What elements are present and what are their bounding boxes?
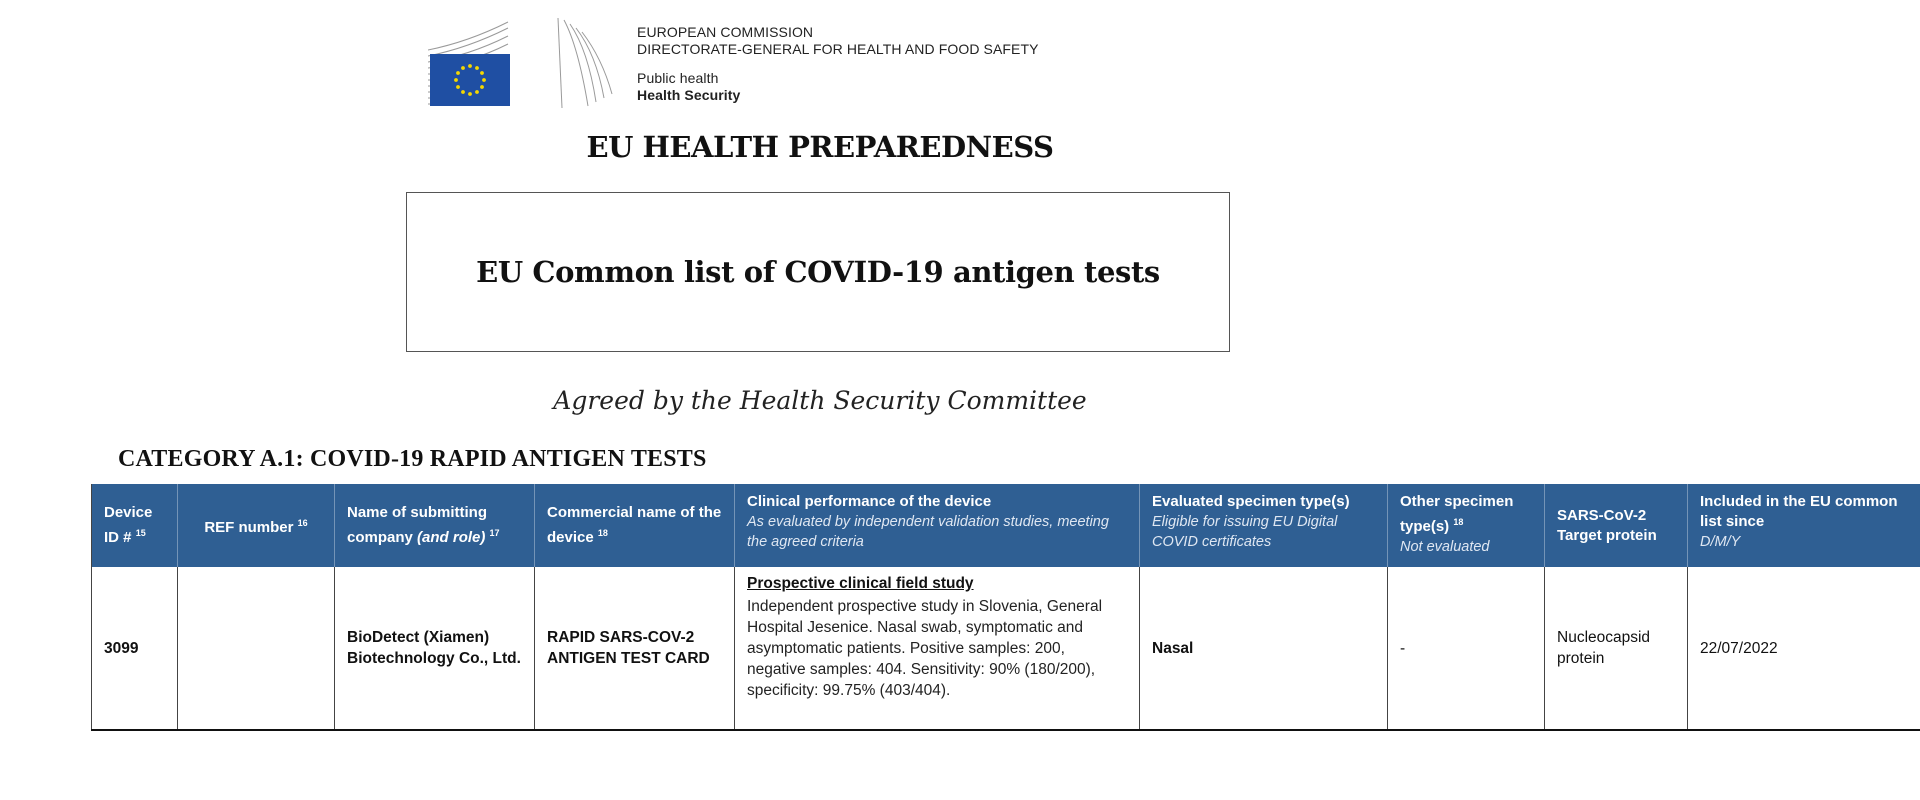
col-header-other-specimen: Other specimen type(s) $^{18}$ Not evaluated bbox=[1388, 484, 1545, 567]
cell-clinical-performance bbox=[735, 567, 1140, 730]
subunit-name: Health Security bbox=[637, 87, 741, 103]
category-title: CATEGORY A.1: COVID-19 RAPID ANTIGEN TESTS bbox=[118, 446, 707, 472]
table-header-row bbox=[92, 484, 1920, 567]
page-title: EU HEALTH PREPAREDNESS bbox=[586, 130, 1054, 164]
col-header-company: Name of submitting company (and role) $^{17}$ bbox=[335, 484, 535, 567]
cell-device-id: 3099 bbox=[92, 567, 178, 730]
agency-header bbox=[637, 24, 1039, 104]
cell-commercial-name: RAPID SARS-COV-2 ANTIGEN TEST CARD bbox=[535, 567, 735, 730]
unit-name: Public health bbox=[637, 70, 719, 86]
cell-ref bbox=[178, 567, 335, 730]
study-title: Prospective clinical field study bbox=[747, 575, 974, 592]
col-header-target-protein: SARS-CoV-2 Target protein bbox=[1545, 484, 1688, 567]
document-title-box bbox=[406, 192, 1230, 352]
document-title: EU Common list of COVID-19 antigen tests bbox=[476, 255, 1160, 289]
col-header-clinical-performance: Clinical performance of the device As evaluated by independent validation studies, meeting the agreed criteria bbox=[735, 484, 1140, 567]
col-header-device-id: Device ID # $^{15}$ bbox=[92, 484, 178, 567]
col-header-commercial-name: Commercial name of the device $^{18}$ bbox=[535, 484, 735, 567]
table-row bbox=[92, 567, 1920, 730]
eu-commission-logo-icon bbox=[428, 16, 618, 112]
study-description: Independent prospective study in Slovenia, General Hospital Jesenice. Nasal swab, symptomatic and asymptomatic patients. Positive samples: 200, negative samples: 404. Sensitivity: 90% (180/200), specificity: 99.75% (403/404). bbox=[747, 598, 1103, 699]
commission-name: EUROPEAN COMMISSION bbox=[637, 24, 814, 40]
directorate-name: DIRECTORATE-GENERAL FOR HEALTH AND FOOD SAFETY bbox=[637, 41, 1039, 57]
col-header-ref: REF number $^{16}$ bbox=[178, 484, 335, 567]
col-header-evaluated-specimen: Evaluated specimen type(s) Eligible for issuing EU Digital COVID certificates bbox=[1140, 484, 1388, 567]
cell-target-protein: Nucleocapsid protein bbox=[1545, 567, 1688, 730]
cell-other-specimen: - bbox=[1388, 567, 1545, 730]
device-table bbox=[91, 484, 1920, 731]
cell-included-since: 22/07/2022 bbox=[1688, 567, 1920, 730]
cell-company: BioDetect (Xiamen) Biotechnology Co., Ltd. bbox=[335, 567, 535, 730]
agreed-by-text: Agreed by the Health Security Committee bbox=[553, 386, 1087, 415]
cell-evaluated-specimen: Nasal bbox=[1140, 567, 1388, 730]
device-table-container bbox=[91, 484, 1920, 731]
col-header-included-since: Included in the EU common list since D/M/Y bbox=[1688, 484, 1920, 567]
